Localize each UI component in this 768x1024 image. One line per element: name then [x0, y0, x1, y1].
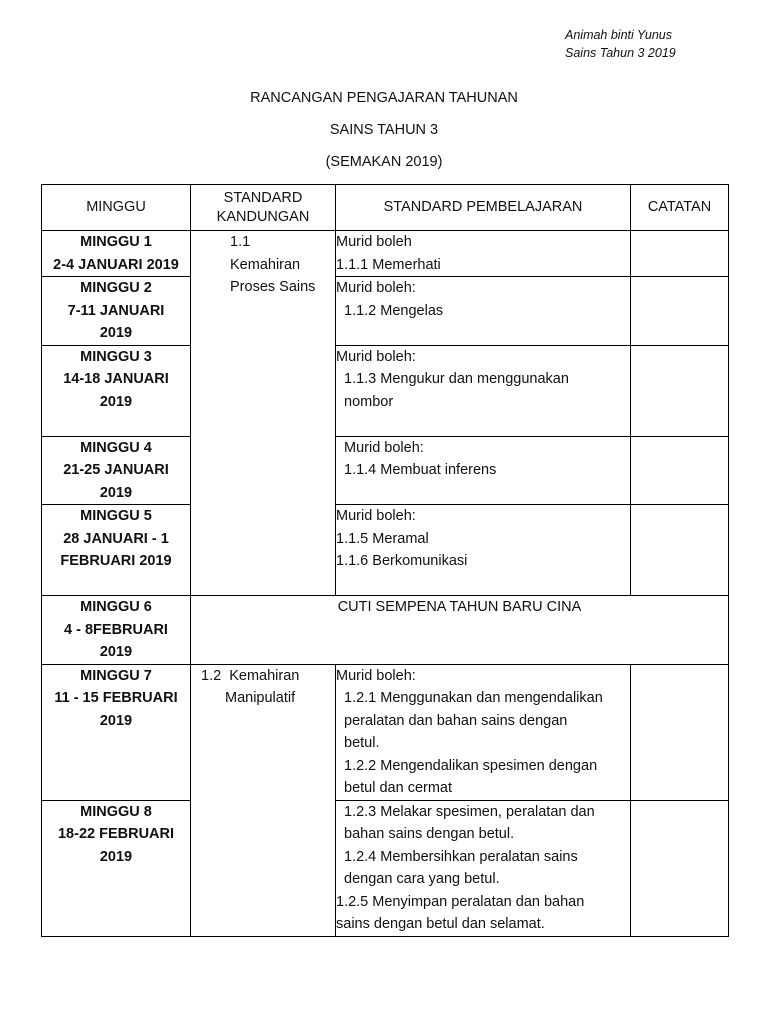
sp-intro: Murid boleh:	[336, 348, 416, 365]
sp-item: 1.1.1 Memerhati	[336, 256, 441, 273]
table-row	[42, 664, 729, 800]
table-header-row	[42, 185, 729, 231]
sp-item-cont: sains dengan betul dan selamat.	[336, 916, 545, 932]
sp-cell	[336, 345, 631, 436]
week-cell	[42, 345, 191, 436]
sp-item-cont: bahan sains dengan betul.	[344, 826, 515, 842]
sp-item-cont: dengan cara yang betul.	[344, 871, 500, 887]
header-minggu: MINGGU	[42, 185, 191, 231]
sp-item: 1.1.5 Meramal	[336, 530, 429, 547]
week-cell	[42, 800, 191, 936]
sp-item: 1.2.5 Menyimpan peralatan dan bahan	[336, 893, 585, 910]
header-standard-kandungan	[191, 185, 336, 231]
table-row	[42, 596, 729, 665]
catatan-cell	[631, 277, 729, 346]
sp-item: 1.1.3 Mengukur dan menggunakan	[344, 371, 569, 387]
week-date: 2019	[99, 712, 133, 729]
table-row	[42, 277, 729, 346]
sp-item: 1.2.4 Membersihkan peralatan sains	[344, 848, 578, 865]
table-row	[42, 436, 729, 505]
sp-item-cont: peralatan dan bahan sains dengan	[344, 712, 568, 729]
week-date: 7-11 JANUARI	[67, 302, 165, 319]
week-cell	[42, 664, 191, 800]
sk-line: Kemahiran	[229, 667, 300, 684]
week-label: MINGGU 7	[80, 667, 152, 684]
sk-line	[191, 665, 335, 688]
header-sk-line-1: STANDARD	[223, 189, 303, 206]
sp-item-cont: nombor	[344, 393, 394, 410]
week-date: 11 - 15 FEBRUARI	[54, 690, 178, 706]
week-label: MINGGU 2	[80, 280, 152, 296]
sp-item-cont: betul dan cermat	[344, 780, 453, 796]
header-catatan: CATATAN	[631, 185, 729, 231]
sk-line: Manipulatif	[225, 690, 296, 706]
sp-cell	[336, 664, 631, 800]
week-label: MINGGU 5	[80, 508, 152, 524]
sp-intro: Murid boleh:	[336, 280, 416, 296]
holiday-cell: CUTI SEMPENA TAHUN BARU CINA	[191, 596, 729, 665]
rpt-table	[41, 184, 729, 937]
sp-intro: Murid boleh:	[344, 439, 424, 456]
week-date: 2019	[99, 393, 133, 410]
catatan-cell	[631, 436, 729, 505]
week-date: 14-18 JANUARI	[63, 371, 169, 387]
table-row	[42, 345, 729, 436]
sp-cell	[336, 436, 631, 505]
catatan-cell	[631, 664, 729, 800]
week-label: MINGGU 8	[80, 803, 152, 820]
week-date: 4 - 8FEBRUARI	[64, 621, 168, 638]
sp-intro: Murid boleh	[336, 234, 412, 250]
week-date: 2019	[99, 484, 133, 501]
table-row	[42, 231, 729, 277]
week-cell	[42, 231, 191, 277]
sk-cell-1-1	[191, 231, 336, 596]
sp-cell	[336, 231, 631, 277]
week-date: 2019	[99, 848, 133, 865]
week-date: 2-4 JANUARI 2019	[53, 256, 179, 273]
week-label: MINGGU 1	[80, 234, 152, 250]
title-line-2: SAINS TAHUN 3	[329, 122, 439, 138]
sk-code: 1.1	[230, 234, 251, 250]
header-standard-pembelajaran: STANDARD PEMBELAJARAN	[336, 185, 631, 231]
week-date: FEBRUARI 2019	[60, 553, 172, 569]
week-date: 28 JANUARI - 1	[63, 530, 169, 547]
sp-cell	[336, 505, 631, 596]
catatan-cell	[631, 800, 729, 936]
week-label: MINGGU 6	[80, 599, 152, 615]
title-line-3: (SEMAKAN 2019)	[325, 154, 443, 170]
author-subject: Sains Tahun 3 2019	[565, 46, 676, 60]
sp-intro: Murid boleh:	[336, 667, 416, 684]
author-name: Animah binti Yunus	[565, 28, 673, 42]
week-cell	[42, 436, 191, 505]
table-row	[42, 800, 729, 936]
table-row	[42, 505, 729, 596]
sk-line: Proses Sains	[230, 279, 316, 295]
title-line-1: RANCANGAN PENGAJARAN TAHUNAN	[250, 90, 518, 106]
week-date: 18-22 FEBRUARI	[57, 826, 175, 842]
sp-item: 1.1.4 Membuat inferens	[344, 462, 497, 478]
catatan-cell	[631, 231, 729, 277]
catatan-cell	[631, 505, 729, 596]
sk-line: Kemahiran	[230, 256, 301, 273]
week-label: MINGGU 3	[80, 348, 152, 365]
sk-code: 1.2	[201, 667, 222, 684]
week-cell	[42, 596, 191, 665]
week-label: MINGGU 4	[80, 439, 152, 456]
week-date: 21-25 JANUARI	[63, 462, 169, 478]
sp-item: 1.2.3 Melakar spesimen, peralatan dan	[344, 803, 595, 820]
week-date: 2019	[99, 644, 133, 660]
sp-item: 1.2.1 Menggunakan dan mengendalikan	[344, 690, 603, 706]
sp-item: 1.1.2 Mengelas	[344, 302, 444, 319]
sp-cell	[336, 800, 631, 936]
sp-item: 1.1.6 Berkomunikasi	[336, 553, 468, 569]
sp-cell	[336, 277, 631, 346]
week-date: 2019	[99, 325, 133, 341]
week-cell	[42, 505, 191, 596]
catatan-cell	[631, 345, 729, 436]
header-sk-line-2: KANDUNGAN	[216, 208, 310, 225]
sp-intro: Murid boleh:	[336, 508, 416, 524]
sp-item-cont: betul.	[344, 735, 380, 751]
sk-cell-1-2	[191, 664, 336, 936]
sp-item: 1.2.2 Mengendalikan spesimen dengan	[344, 757, 598, 774]
author-block	[565, 26, 676, 62]
week-cell	[42, 277, 191, 346]
